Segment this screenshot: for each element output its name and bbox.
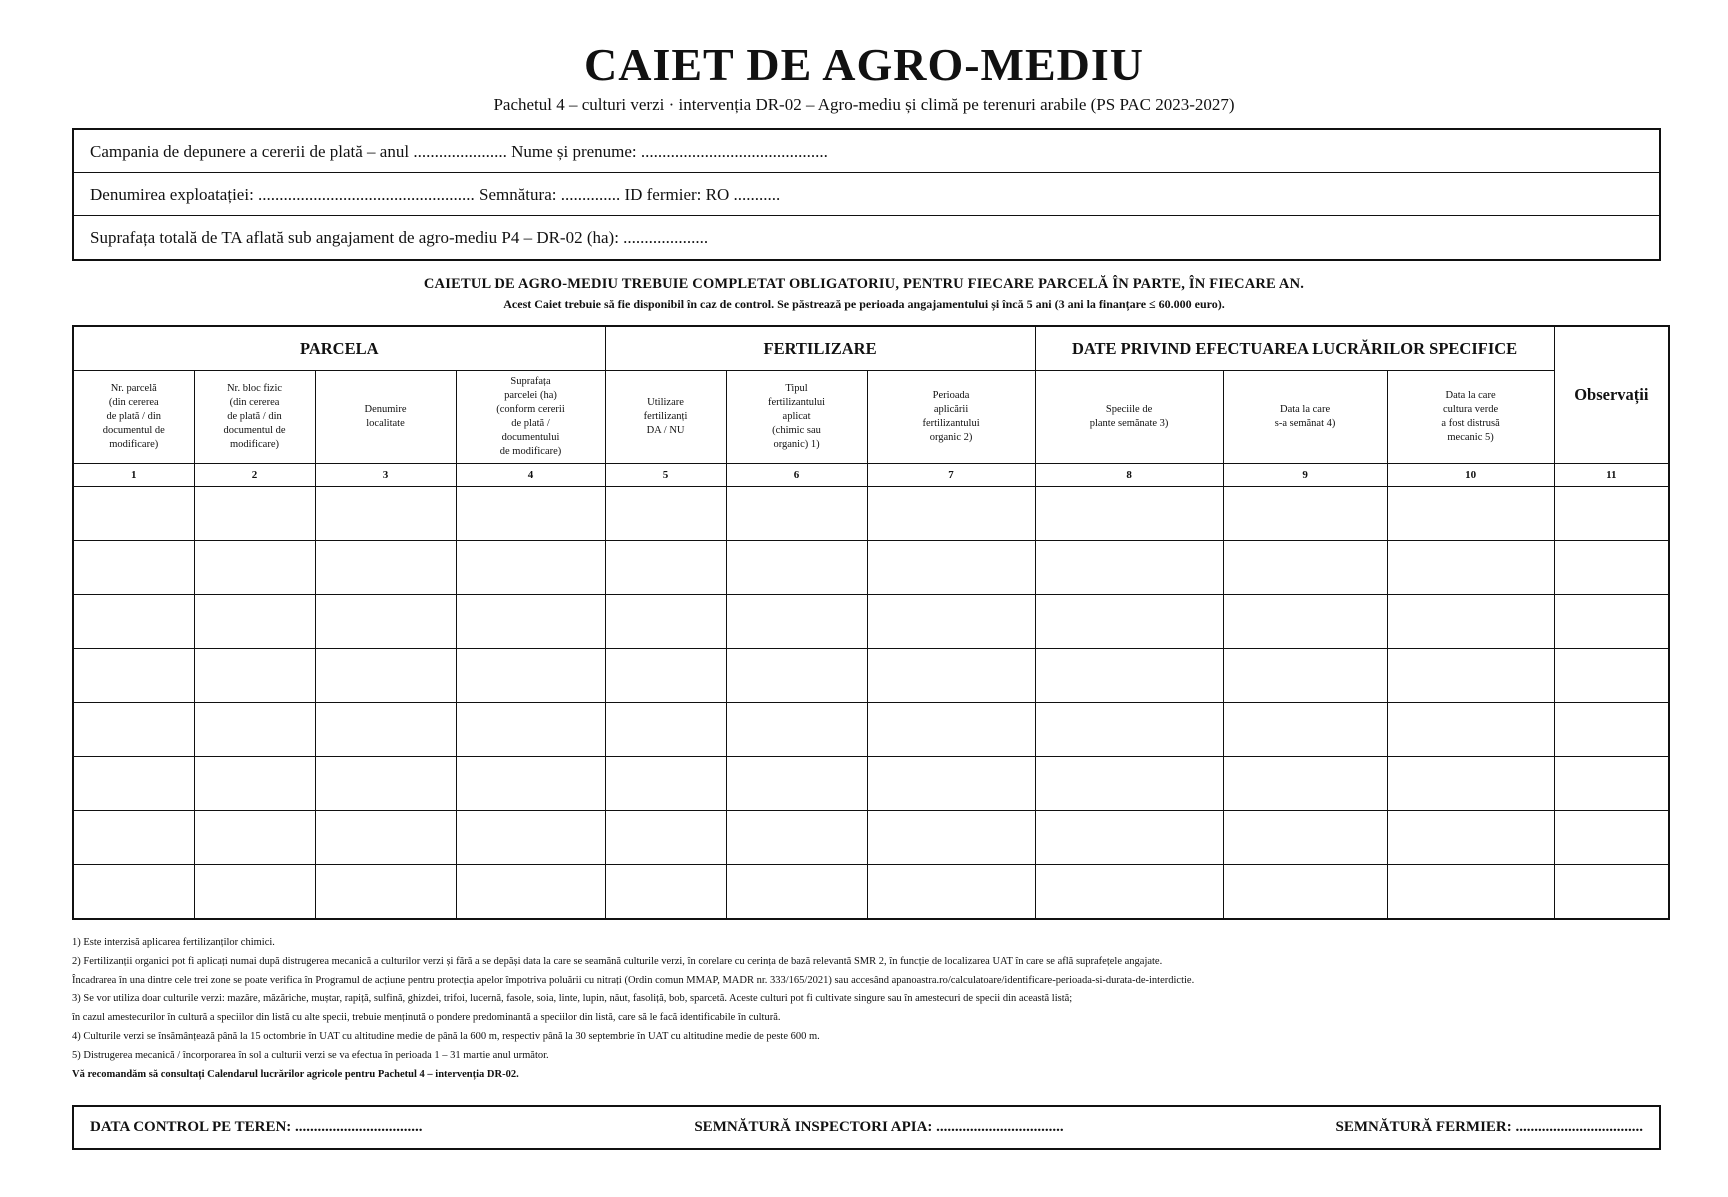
table-cell[interactable] <box>1554 487 1669 541</box>
table-cell[interactable] <box>1035 703 1223 757</box>
footnote-3: 3) Se vor utiliza doar culturile verzi: mazăre, măzăriche, muștar, rapiță, sulfină, ghizdei, trifoi, lucernă, fasole, soia, linte, lupin, năut, fasoliță, bob, sparcetă. Aceste culturi pot fi cultivate singure sau în amestecuri de specii din această listă; <box>72 993 1073 1005</box>
table-cell[interactable] <box>73 541 194 595</box>
col-label-5: Utilizare fertilizanți DA / NU <box>643 397 688 436</box>
table-cell[interactable] <box>867 865 1035 920</box>
table-cell[interactable] <box>194 487 315 541</box>
table-cell[interactable] <box>1554 865 1669 920</box>
table-cell[interactable] <box>1387 811 1554 865</box>
footnote-5: 5) Distrugerea mecanică / încorporarea în sol a culturii verzi se va efectua în perioada 1 – 31 martie anul următor. <box>72 1049 549 1061</box>
table-cell[interactable] <box>726 811 867 865</box>
col-num-7: 7 <box>867 464 1035 487</box>
table-cell[interactable] <box>315 703 456 757</box>
table-cell[interactable] <box>867 649 1035 703</box>
table-row <box>73 811 1669 865</box>
footnotes <box>72 934 1672 1084</box>
table-cell[interactable] <box>867 757 1035 811</box>
table-cell[interactable] <box>315 595 456 649</box>
table-cell[interactable] <box>1387 595 1554 649</box>
col-label-6: Tipul fertilizantului aplicat (chimic sau organic) 1) <box>767 383 826 450</box>
table-cell[interactable] <box>867 487 1035 541</box>
table-cell[interactable] <box>1554 541 1669 595</box>
farmer-signature-field[interactable]: SEMNĂTURĂ FERMIER: .................................. <box>1335 1119 1643 1135</box>
table-cell[interactable] <box>1387 541 1554 595</box>
table-cell[interactable] <box>456 595 605 649</box>
table-cell[interactable] <box>1387 703 1554 757</box>
table-cell[interactable] <box>1035 487 1223 541</box>
table-cell[interactable] <box>194 865 315 920</box>
apia-inspectors-signature-field[interactable]: SEMNĂTURĂ INSPECTORI APIA: .................................. <box>694 1119 1064 1135</box>
col-head-1 <box>73 371 194 464</box>
col-num-10: 10 <box>1387 464 1554 487</box>
table-cell[interactable] <box>726 595 867 649</box>
control-date-field[interactable]: DATA CONTROL PE TEREN: .................................. <box>90 1119 423 1135</box>
group-parcela: PARCELA <box>73 326 605 371</box>
table-row <box>73 541 1669 595</box>
col-head-4 <box>456 371 605 464</box>
table-cell[interactable] <box>867 595 1035 649</box>
page-title: CAIET DE AGRO-MEDIU <box>584 39 1144 90</box>
table-row <box>73 595 1669 649</box>
col-head-9 <box>1223 371 1387 464</box>
col-num-11: 11 <box>1554 464 1669 487</box>
table-cell[interactable] <box>1223 703 1387 757</box>
table-cell[interactable] <box>194 811 315 865</box>
table-cell[interactable] <box>1035 757 1223 811</box>
col-num-1: 1 <box>73 464 194 487</box>
mandatory-notice <box>0 276 1728 312</box>
col-label-3: Denumire localitate <box>364 404 407 429</box>
table-cell[interactable] <box>73 865 194 920</box>
table-cell[interactable] <box>1387 649 1554 703</box>
col-num-8: 8 <box>1035 464 1223 487</box>
table-cell[interactable] <box>1035 811 1223 865</box>
table-cell[interactable] <box>1554 595 1669 649</box>
table-cell[interactable] <box>194 703 315 757</box>
group-fertilizare: FERTILIZARE <box>605 326 1035 371</box>
farm-signature-id-row[interactable]: Denumirea exploatației: ................................................... Semnătura: .............. ID fermier: RO ........... <box>74 173 1659 216</box>
col-num-9: 9 <box>1223 464 1387 487</box>
table-row <box>73 649 1669 703</box>
table-row <box>73 757 1669 811</box>
table-cell[interactable] <box>1387 865 1554 920</box>
table-cell[interactable] <box>1223 865 1387 920</box>
col-head-7 <box>867 371 1035 464</box>
table-cell[interactable] <box>1223 757 1387 811</box>
col-num-4: 4 <box>456 464 605 487</box>
table-cell[interactable] <box>73 757 194 811</box>
group-lucrari: DATE PRIVIND EFECTUAREA LUCRĂRILOR SPECIFICE <box>1035 326 1554 371</box>
footnote-2: 2) Fertilizanții organici pot fi aplicați numai după distrugerea mecanică a culturilor verzi și fără a se depăși data la care se seamănă culturile verzi, în corelare cu cerința de bază relevantă SMR 2, în funcție de localizarea UAT în care se află suprafețele angajate. <box>72 955 1163 967</box>
col-head-8 <box>1035 371 1223 464</box>
total-area-row[interactable]: Suprafața totală de TA aflată sub angajament de agro-mediu P4 – DR-02 (ha): .................... <box>90 228 709 247</box>
table-cell[interactable] <box>1223 595 1387 649</box>
table-cell[interactable] <box>315 811 456 865</box>
table-cell[interactable] <box>726 703 867 757</box>
col-num-6: 6 <box>726 464 867 487</box>
table-cell[interactable] <box>1554 811 1669 865</box>
table-cell[interactable] <box>456 865 605 920</box>
table-cell[interactable] <box>605 703 726 757</box>
col-head-2 <box>194 371 315 464</box>
col-label-2: Nr. bloc fizic (din cererea de plată / din documentul de modificare) <box>223 383 286 450</box>
table-cell[interactable] <box>73 595 194 649</box>
table-row <box>73 865 1669 920</box>
table-cell[interactable] <box>194 541 315 595</box>
table-cell[interactable] <box>456 541 605 595</box>
table-cell[interactable] <box>315 757 456 811</box>
table-cell[interactable] <box>1554 703 1669 757</box>
footnote-3b: în cazul amestecurilor în cultură a speciilor din listă cu alte specii, trebuie menținută o pondere predominantă a speciilor din listă, care să le facă identificabile în cultură. <box>72 1012 781 1024</box>
table-cell[interactable] <box>1223 649 1387 703</box>
table-cell[interactable] <box>1035 649 1223 703</box>
table-cell[interactable] <box>315 487 456 541</box>
table-cell[interactable] <box>315 649 456 703</box>
table-cell[interactable] <box>605 541 726 595</box>
footnote-1: 1) Este interzisă aplicarea fertilizanților chimici. <box>72 937 275 948</box>
table-cell[interactable] <box>726 865 867 920</box>
table-cell[interactable] <box>605 811 726 865</box>
table-cell[interactable] <box>73 811 194 865</box>
notice-main: CAIETUL DE AGRO-MEDIU TREBUIE COMPLETAT OBLIGATORIU, PENTRU FIECARE PARCELĂ ÎN PARTE, ÎN FIECARE AN. <box>423 276 1305 292</box>
table-row <box>73 703 1669 757</box>
table-cell[interactable] <box>1035 595 1223 649</box>
table-cell[interactable] <box>315 865 456 920</box>
table-cell[interactable] <box>1035 865 1223 920</box>
table-cell[interactable] <box>1223 487 1387 541</box>
table-cell[interactable] <box>73 703 194 757</box>
table-cell[interactable] <box>867 703 1035 757</box>
table-cell[interactable] <box>1035 541 1223 595</box>
table-cell[interactable] <box>194 595 315 649</box>
table-cell[interactable] <box>1387 757 1554 811</box>
table-cell[interactable] <box>867 541 1035 595</box>
col-head-5 <box>605 371 726 464</box>
page-subtitle: Pachetul 4 – culturi verzi · intervenția DR-02 – Agro-mediu și climă pe terenuri arabile (PS PAC 2023-2027) <box>493 95 1235 114</box>
parcel-table <box>72 325 1670 920</box>
col-label-8: Speciile de plante semănate 3) <box>1089 404 1169 429</box>
table-cell[interactable] <box>1554 649 1669 703</box>
campaign-name-row[interactable]: Campania de depunere a cererii de plată – anul ...................... Nume și prenume: ............................................ <box>74 130 1659 173</box>
col-label-7: Perioada aplicării fertilizantului organic 2) <box>922 390 980 443</box>
col-num-3: 3 <box>315 464 456 487</box>
control-signature-box <box>72 1105 1661 1150</box>
col-label-10: Data la care cultura verde a fost distrusă mecanic 5) <box>1441 390 1500 443</box>
table-cell[interactable] <box>605 865 726 920</box>
table-cell[interactable] <box>726 649 867 703</box>
table-cell[interactable] <box>456 649 605 703</box>
table-cell[interactable] <box>73 487 194 541</box>
col-label-4: Suprafața parcelei (ha) (conform cererii de plată / documentului de modificare) <box>496 376 565 457</box>
table-cell[interactable] <box>456 757 605 811</box>
table-cell[interactable] <box>456 487 605 541</box>
table-cell[interactable] <box>194 649 315 703</box>
table-cell[interactable] <box>605 487 726 541</box>
table-cell[interactable] <box>1223 541 1387 595</box>
table-cell[interactable] <box>1387 487 1554 541</box>
table-cell[interactable] <box>726 541 867 595</box>
table-cell[interactable] <box>867 811 1035 865</box>
col-label-1: Nr. parcelă (din cererea de plată / din documentul de modificare) <box>102 383 165 450</box>
table-cell[interactable] <box>726 487 867 541</box>
farmer-info-box <box>72 128 1661 261</box>
table-cell[interactable] <box>726 757 867 811</box>
col-head-3 <box>315 371 456 464</box>
table-cell[interactable] <box>605 757 726 811</box>
table-cell[interactable] <box>605 595 726 649</box>
recommendation: Vă recomandăm să consultați Calendarul lucrărilor agricole pentru Pachetul 4 – intervenția DR-02. <box>72 1068 519 1080</box>
footnote-4: 4) Culturile verzi se însămânțează până la 15 octombrie în UAT cu altitudine medie de până la 600 m, respectiv până la 30 septembrie în UAT cu altitudine medie de peste 600 m. <box>72 1030 820 1042</box>
table-cell[interactable] <box>605 649 726 703</box>
col-head-10 <box>1387 371 1554 464</box>
table-cell[interactable] <box>194 757 315 811</box>
table-cell[interactable] <box>73 649 194 703</box>
col-num-5: 5 <box>605 464 726 487</box>
table-cell[interactable] <box>456 811 605 865</box>
table-row <box>73 487 1669 541</box>
col-head-6 <box>726 371 867 464</box>
data-rows <box>73 487 1669 920</box>
notice-sub: Acest Caiet trebuie să fie disponibil în caz de control. Se păstrează pe perioada angajamentului și încă 5 ani (3 ani la finanțare ≤ 60.000 euro). <box>503 297 1225 311</box>
table-cell[interactable] <box>456 703 605 757</box>
table-cell[interactable] <box>1223 811 1387 865</box>
footnote-2b: Încadrarea în una dintre cele trei zone se poate verifica în Programul de acțiune pentru protecția apelor împotriva poluării cu nitrați (Ordin comun MMAP, MADR nr. 333/165/2021) sau accesând apanoastra.ro/calculatoare/identificare-perioada-si-durata-de-interdictie. <box>72 974 1195 986</box>
table-cell[interactable] <box>1554 757 1669 811</box>
table-cell[interactable] <box>315 541 456 595</box>
col-label-9: Data la care s-a semănat 4) <box>1274 404 1336 429</box>
col-num-2: 2 <box>194 464 315 487</box>
group-observatii: Observații <box>1554 326 1669 464</box>
